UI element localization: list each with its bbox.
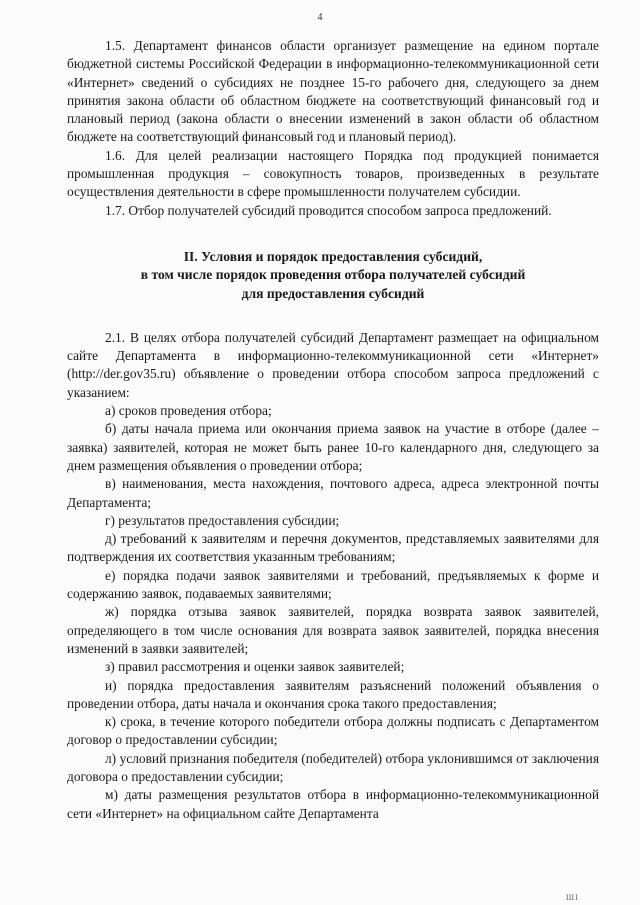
section-heading-line-3: для предоставления субсидий (241, 285, 425, 301)
paragraph-1-7: 1.7. Отбор получателей субсидий проводится способом запроса предложений. (105, 202, 552, 218)
section-heading (67, 248, 599, 303)
list-item-zh: ж) порядка отзыва заявок заявителей, порядка возврата заявок заявителей, определяющего в том числе основания для возврата заявок заявителей, порядка внесения изменений в заявки заявителей; (67, 604, 599, 656)
page-number: 4 (317, 12, 323, 23)
document-body (67, 37, 599, 823)
list-item-d: д) требований к заявителям и перечня документов, представляемых заявителями для подтверждения их соответствия указанным требованиям; (67, 531, 599, 565)
list-item-g: г) результатов предоставления субсидии; (105, 512, 340, 528)
paragraph-1-6: 1.6. Для целей реализации настоящего Порядка под продукцией понимается промышленная продукция – совокупность товаров, произведенных в результате осуществления деятельности в сфере промышленности получателем субсидии. (67, 147, 599, 200)
footer-mark: ШI (566, 893, 579, 902)
list-item-k: к) срока, в течение которого победители отбора должны подписать с Департаментом договор о предоставлении субсидии; (67, 714, 599, 748)
paragraph-1-5: 1.5. Департамент финансов области организует размещение на едином портале бюджетной системы Российской Федерации в информационно-телекоммуникационной сети «Интернет» сведений о субсидиях не позднее 15-го рабочего дня, следующего за днем принятия закона области об областном бюджете на соответствующий финансовый год и плановый период (закона области о внесении изменений в закон области об областном бюджете на соответствующий финансовый год и плановый период). (67, 38, 599, 145)
section-heading-line-2: в том числе порядок проведения отбора получателей субсидий (140, 267, 526, 283)
section-heading-line-1: II. Условия и порядок предоставления субсидий, (183, 248, 483, 264)
list-item-a: а) сроков проведения отбора; (105, 403, 272, 419)
list-item-l: л) условий признания победителя (победителей) отбора уклонившимся от заключения договора о предоставлении субсидии; (67, 750, 599, 784)
list-item-z: з) правил рассмотрения и оценки заявок заявителей; (105, 659, 405, 675)
list-item-b: б) даты начала приема или окончания приема заявок на участие в отборе (далее – заявка) заявителей, которая не может быть ранее 10-го календарного дня, следующего за днем размещения объявления о проведении отбора; (67, 421, 599, 473)
paragraph-2-1: 2.1. В целях отбора получателей субсидий Департамент размещает на официальном сайте Департамента в информационно-телекоммуникационной сети «Интернет» (http://der.gov35.ru) объявление о проведении отбора способом запроса предложений с указанием: (67, 329, 599, 400)
list-item-e: е) порядка подачи заявок заявителями и требований, предъявляемых к форме и содержанию заявок, подаваемых заявителями; (67, 567, 599, 602)
list-item-v: в) наименования, места нахождения, почтового адреса, адреса электронной почты Департамента; (67, 476, 599, 510)
list-item-i: и) порядка предоставления заявителям разъяснений положений объявления о проведении отбора, даты начала и окончания срока такого предоставления; (67, 677, 599, 711)
list-item-m: м) даты размещения результатов отбора в информационно-телекоммуникационной сети «Интернет» на официальном сайте Департамента (67, 787, 599, 821)
